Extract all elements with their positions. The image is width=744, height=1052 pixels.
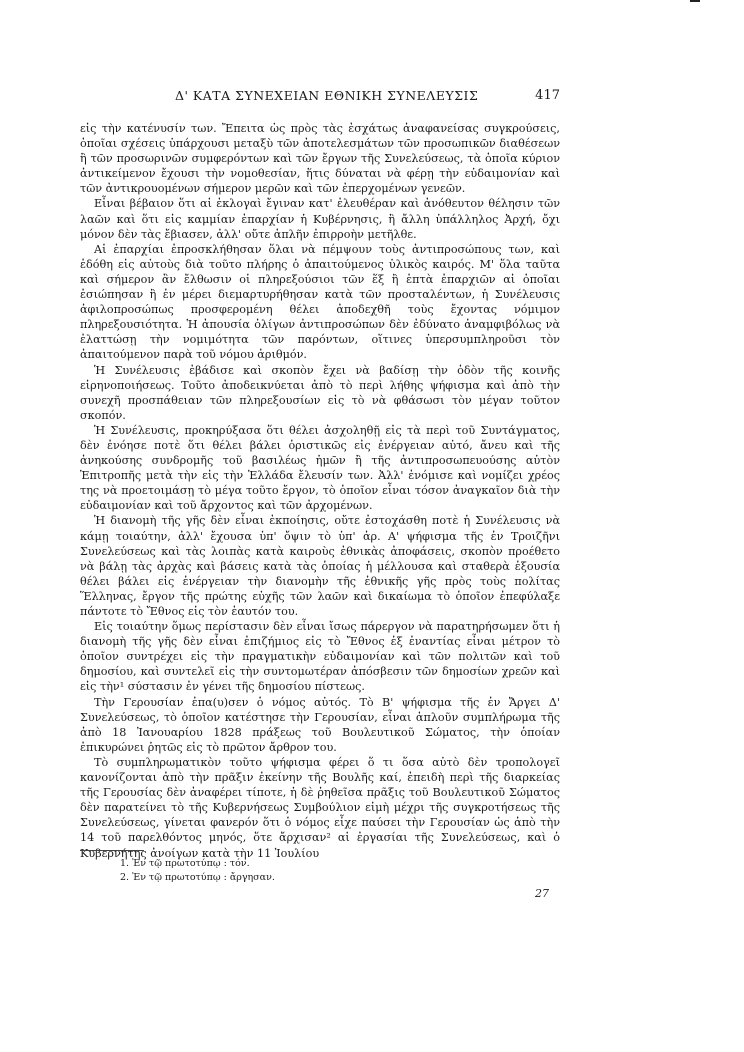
paragraph: Ἡ Συνέλευσις ἐβάδισε καὶ σκοπὸν ἔχει νὰ βαδίσῃ τὴν ὁδὸν τῆς κοινῆς εἰρηνοποιήσεως. Τοῦτο ἀποδεικνύεται ἀπὸ τὸ περὶ λήθης ψήφισμα καὶ ἀπὸ τὴν συνεχῆ προσπάθειαν τῶν πληρεξουσίων εἰς τὸ νὰ φθάσωσι τὸν μέγαν τοῦτον σκοπόν. xyxy=(80,363,560,422)
paragraph: Ἡ διανομὴ τῆς γῆς δὲν εἶναι ἐκποίησις, οὔτε ἐστοχάσθη ποτὲ ἡ Συνέλευσις νὰ κάμῃ τοιαύτην, ἀλλ' ἔχουσα ὑπ' ὄψιν τὸ ὑπ' ἀρ. Α' ψήφισμα τῆς ἐν Τροιζῆνι Συνελεύσεως καὶ τὰς λοιπὰς κατὰ καιροὺς ἐθνικὰς ἀποφάσεις, σκοπὸν προέθετο νὰ βάλῃ τὰς ἀρχὰς καὶ βάσεις κατὰ τὰς ὁποίας ἡ μέλλουσα καὶ σταθερὰ ἐξουσία θέλει βάλει εἰς ἐνέργειαν τὴν διανομὴν τῆς ἐθνικῆς γῆς πρὸς τοὺς πολίτας Ἕλληνας, ἔργον τῆς πρώτης εὐχῆς τῶν λαῶν καὶ δικαίωμα τὸ ὁποῖον ἐπεφύλαξε πάντοτε τὸ Ἔθνος εἰς τὸν ἑαυτόν του. xyxy=(80,514,560,618)
footnote: 1. Ἐν τῷ πρωτοτύπῳ : τόν. xyxy=(120,858,250,869)
paragraph: Αἱ ἐπαρχίαι ἐπροσκλήθησαν ὅλαι νὰ πέμψουν τοὺς ἀντιπροσώπους των, καὶ ἐδόθη εἰς αὐτοὺς διὰ τοῦτο πλήρης ὁ ἀπαιτούμενος ὑλικὸς καιρός. Μ' ὅλα ταῦτα καὶ σήμερον ἂν ἔλθωσιν οἱ πληρεξούσιοι τῶν ἕξ ἢ ἑπτὰ ἐπαρχιῶν αἱ ὁποῖαι ἐσιώπησαν ἢ ἐν μέρει διεμαρτυρήθησαν κατὰ τῶν προσταλέντων, ἡ Συνέλευσις ἀφιλοπροσώπως προσφερομένη θέλει ἀποδεχθῆ τοὺς ἔχοντας νόμιμον πληρεξουσιότητα. Ἡ ἀπουσία ὀλίγων ἀντιπροσώπων δὲν ἐδύνατο ἀναμφιβόλως νὰ ἐλαττώσῃ τὴν νομιμότητα τῶν παρόντων, οἵτινες ὑπερσυμπληροῦσι τὸν ἀπαιτούμενον παρὰ τοῦ νόμου ἀριθμόν. xyxy=(80,242,560,362)
footnotes xyxy=(80,850,560,885)
scan-mark xyxy=(690,0,700,2)
paragraph: εἰς τὴν κατένυσίν των. Ἔπειτα ὡς πρὸς τὰς ἐσχάτως ἀναφανείσας συγκρούσεις, ὁποῖαι σχέσεις ὑπάρχουσι μεταξὺ τῶν ἀποτελεσμάτων τῶν προσωπικῶν διαθέσεων ἢ τῶν προσωρινῶν συμφερόντων καὶ τῶν ἔργων τῆς Συνελεύσεως, τὰ ὁποῖα κύριον ἀντικείμενον ἔχουσι τὴν νομοθεσίαν, ἥτις δύναται νὰ φέρῃ τὴν εὐδαιμονίαν καὶ τῶν ἀντικρουομένων σήμερον μερῶν καὶ τῶν ἐπερχομένων γενεῶν. xyxy=(80,122,560,196)
paragraph: Εἰς τοιαύτην ὅμως περίστασιν δὲν εἶναι ἴσως πάρεργον νὰ παρατηρήσωμεν ὅτι ἡ διανομὴ τῆς γῆς δὲν εἶναι ἐπιζήμιος εἰς τὸ Ἔθνος ἐξ ἐναντίας εἶναι μέτρον τὸ ὁποῖον συντρέχει εἰς τὴν πραγματικὴν εὐδαιμονίαν καὶ τῶν πολιτῶν καὶ τοῦ δημοσίου, καὶ συντελεῖ εἰς τὴν συντομωτέραν ἀπόσβεσιν τῶν δημοσίων χρεῶν καὶ εἰς τὴν¹ σύστασιν ἐν γένει τῆς δημοσίου πίστεως. xyxy=(80,620,560,694)
running-head: Δ' ΚΑΤΑ ΣΥΝΕΧΕΙΑΝ ΕΘΝΙΚΗ ΣΥΝΕΛΕΥΣΙΣ xyxy=(175,88,479,103)
paragraph: Εἶναι βέβαιον ὅτι αἱ ἐκλογαὶ ἔγιναν κατ' ἐλευθέραν καὶ ἀνόθευτον θέλησιν τῶν λαῶν καὶ ὅτι εἰς καμμίαν ἐπαρχίαν ἡ Κυβέρνησις, ἢ ἄλλη ὑπάλληλος Ἀρχή, ὄχι μόνον δὲν τὰς ἔβιασεν, ἀλλ' οὔτε ἁπλῆν ἐπιρροὴν μετῆλθε. xyxy=(80,197,560,241)
signature-mark: 27 xyxy=(535,887,549,900)
paragraph: Ἡ Συνέλευσις, προκηρύξασα ὅτι θέλει ἀσχοληθῇ εἰς τὰ περὶ τοῦ Συντάγματος, δὲν ἐνόησε ποτὲ ὅτι θέλει βάλει ὁριστικῶς εἰς ἐνέργειαν αὐτό, ἄνευ καὶ τῆς ἀνηκούσης συνδρομῆς τοῦ βασιλέως ἡμῶν ἢ τῆς ἀντιπροσωπευούσης αὐτὸν Ἐπιτροπῆς μετὰ τὴν εἰς τὴν Ἑλλάδα ἔλευσίν των. Ἀλλ' ἐνόμισε καὶ νομίζει χρέος της νὰ προετοιμάσῃ τὸ μέγα τοῦτο ἔργον, τὸ ὁποῖον εἶναι τόσον ἀναγκαῖον διὰ τὴν εὐδαιμονίαν καὶ τοῦ ἄρχοντος καὶ τῶν ἀρχομένων. xyxy=(80,423,560,513)
footnote: 2. Ἐν τῷ πρωτοτύπῳ : ἄργησαν. xyxy=(120,872,275,883)
body-text xyxy=(80,121,560,861)
page-header xyxy=(80,88,560,106)
paragraph: Τὸ συμπληρωματικὸν τοῦτο ψήφισμα φέρει ὅ τι ὅσα αὐτὸ δὲν τροπολογεῖ κανονίζονται ἀπὸ τὴν πρᾶξιν ἐκείνην τῆς Βουλῆς καί, ἐπειδὴ περὶ τῆς διαρκείας τῆς Γερουσίας δὲν ἀναφέρει τίποτε, ἡ δὲ ῥηθεῖσα πρᾶξις τοῦ Βουλευτικοῦ Σώματος δὲν παρατείνει τὸ τῆς Κυβερνήσεως Συμβούλιον εἰμὴ μέχρι τῆς συγκροτήσεως τῆς Συνελεύσεως, γίνεται φανερόν ὅτι ὁ νόμος εἶχε παύσει τὴν Γερουσίαν ὡς ἀπὸ τὴν 14 τοῦ παρελθόντος μηνός, ὅτε ἄρχισαν² αἱ ἐργασίαι τῆς Συνελεύσεως, καὶ ὁ Κυβερνήτης ἀνοίγων κατὰ τὴν 11 Ἰουλίου xyxy=(80,755,560,860)
paragraph: Τὴν Γερουσίαν ἐπα(υ)σεν ὁ νόμος αὐτός. Τὸ Β' ψήφισμα τῆς ἐν Ἄργει Δ' Συνελεύσεως, τὸ ὁποῖον κατέστησε τὴν Γερουσίαν, εἶναι ἁπλοῦν συμπλήρωμα τῆς ἀπὸ 18 Ἰανουαρίου 1828 πράξεως τοῦ Βουλευτικοῦ Σώματος, τὴν ὁποίαν ἐπικυρώνει ῥητῶς εἰς τὸ πρῶτον ἄρθρον του. xyxy=(80,695,560,754)
footnote-divider xyxy=(80,850,144,851)
page-number: 417 xyxy=(535,88,560,103)
